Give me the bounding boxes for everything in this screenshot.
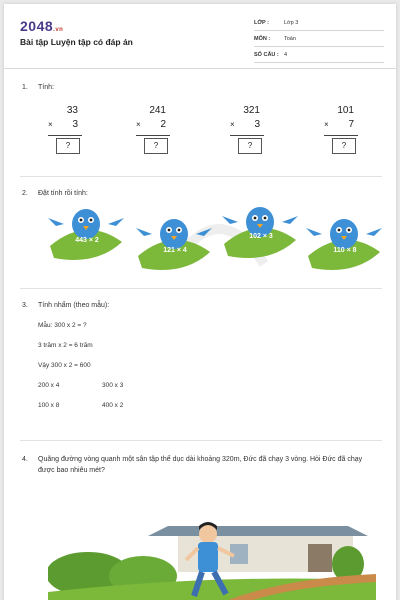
bird-card-4 — [304, 212, 384, 274]
question-1-text: Tính: — [38, 84, 54, 91]
running-boy-illustration — [48, 504, 376, 600]
question-4-number: 4. — [22, 456, 28, 463]
exercise-2: 300 x 3 — [102, 382, 124, 389]
expression-label: 102 × 3 — [249, 233, 273, 240]
question-3-text: Tính nhẩm (theo mẫu): — [38, 302, 110, 309]
expression-label: 443 × 2 — [75, 237, 99, 244]
divider — [20, 176, 382, 177]
exercise-3: 100 x 8 — [38, 402, 60, 409]
question-1-number: 1. — [22, 84, 28, 91]
bird-card-1 — [46, 202, 126, 264]
bird-leaf-icon — [46, 202, 126, 264]
page-title: Bài tập Luyện tập có đáp án — [20, 37, 133, 47]
meta-question-count: SỐ CÂU : 4 — [254, 48, 384, 63]
exercise-4: 400 x 2 — [102, 402, 124, 409]
answer-box[interactable]: ? — [144, 138, 168, 154]
bird-leaf-icon — [134, 212, 214, 274]
illustration — [48, 504, 376, 600]
multiplication-2: 241 × 2 ? — [132, 105, 172, 165]
answer-box[interactable]: ? — [238, 138, 262, 154]
expression-label: 110 × 8 — [333, 247, 357, 254]
multiplication-1: 33 × 3 ? — [44, 105, 84, 165]
bird-leaf-icon — [304, 212, 384, 274]
question-4-text: Quãng đường vòng quanh một sân tập thể dục dài khoảng 320m, Đức đã chạy 3 vòng. Hỏi Đức đã chạy được bao nhiêu mét? — [38, 456, 363, 474]
divider — [20, 440, 382, 441]
question-3-number: 3. — [22, 302, 28, 309]
exercise-1: 200 x 4 — [38, 382, 60, 389]
sample-line-2: 3 trăm x 2 = 6 trăm — [38, 342, 93, 349]
question-2-number: 2. — [22, 190, 28, 197]
worksheet-page — [4, 4, 396, 600]
question-2-text: Đặt tính rồi tính: — [38, 190, 88, 197]
worksheet-header — [4, 4, 396, 69]
multiplication-3: 321 × 3 ? — [226, 105, 266, 165]
meta-subject: MÔN : Toán — [254, 32, 384, 47]
answer-box[interactable]: ? — [56, 138, 80, 154]
bird-leaf-icon — [220, 200, 300, 262]
divider — [20, 288, 382, 289]
sample-line-1: Mẫu: 300 x 2 = ? — [38, 322, 87, 329]
site-logo[interactable]: 2048.vn — [20, 18, 64, 34]
multiplication-4: 101 × 7 ? — [320, 105, 360, 165]
bird-card-2 — [134, 212, 214, 274]
meta-class: LỚP : Lớp 3 — [254, 16, 384, 31]
expression-label: 121 × 4 — [163, 247, 187, 254]
bird-card-3 — [220, 200, 300, 262]
sample-line-3: Vậy 300 x 2 = 600 — [38, 362, 91, 369]
answer-box[interactable]: ? — [332, 138, 356, 154]
